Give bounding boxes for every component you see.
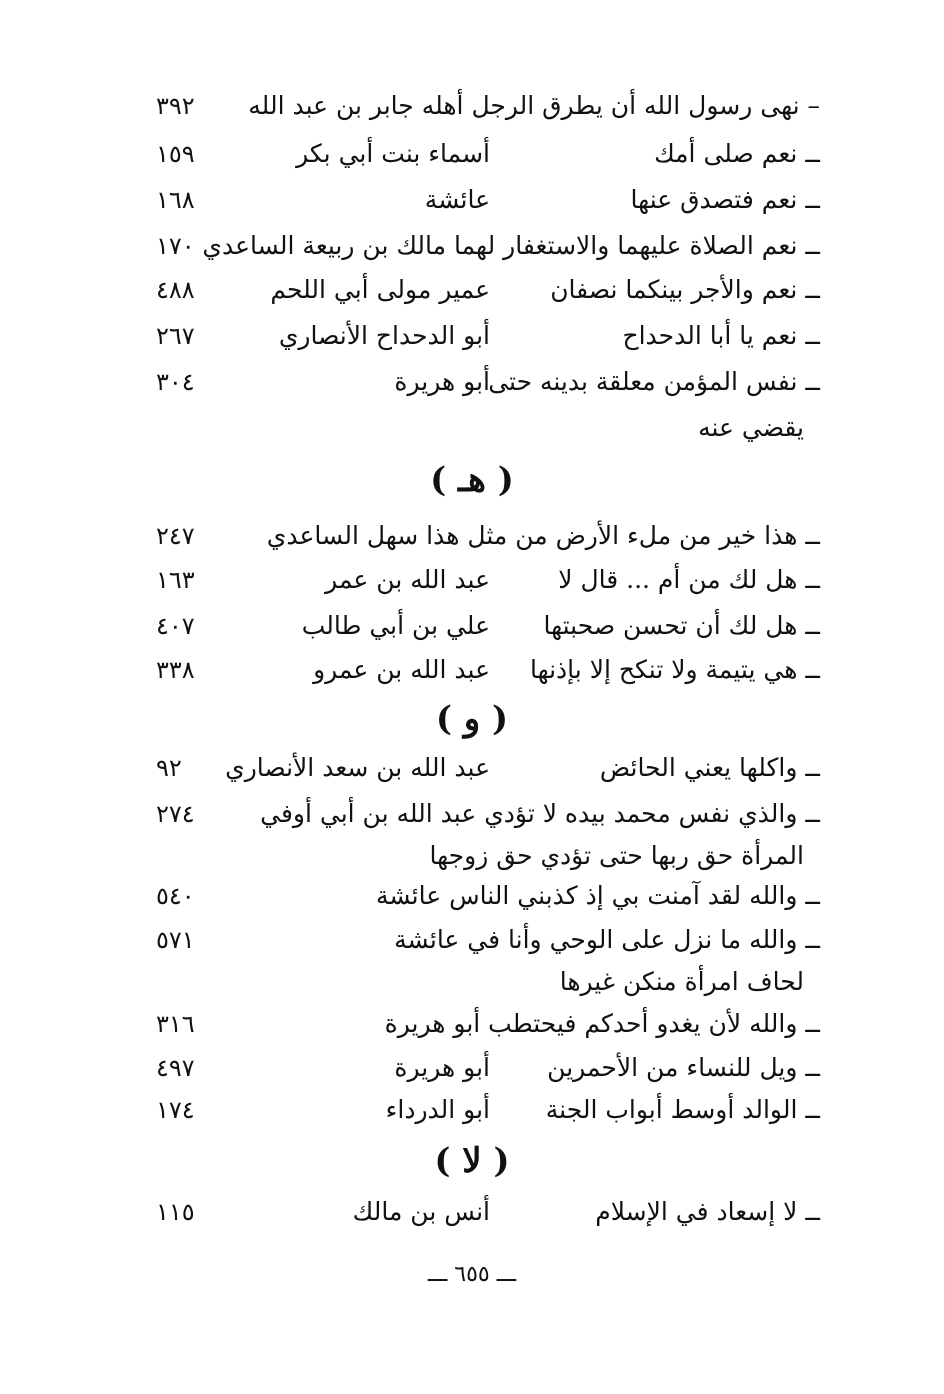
hadith-text: ــ والله لقد آمنت بي إذ كذبني الناس عائشة: [375, 881, 820, 910]
page-number: ٣١٦: [156, 1010, 195, 1038]
narrator: أبو الدرداء: [385, 1095, 490, 1124]
index-entry: [140, 314, 840, 358]
hadith-text: ــ ويل للنساء من الأحمرين: [547, 1053, 820, 1082]
index-entry: [140, 84, 840, 128]
index-entry: [140, 918, 840, 962]
index-entry: [140, 1088, 840, 1132]
hadith-text: ــ نعم فتصدق عنها: [630, 185, 820, 214]
narrator: عبد الله بن عمر: [325, 565, 490, 594]
index-entry: [140, 746, 840, 790]
hadith-text: ــ لا إسعاد في الإسلام: [595, 1197, 820, 1226]
index-entry: [140, 874, 840, 918]
hadith-text: ــ هل لك من أم ... قال لا: [558, 565, 820, 594]
index-entry: [140, 1002, 840, 1046]
hadith-continuation: يقضي عنه: [698, 413, 804, 442]
hadith-text: ــ واكلها يعني الحائض: [599, 753, 820, 782]
page-number: ١٦٣: [156, 566, 195, 594]
hadith-text: ــ نفس المؤمن معلقة بدينه حتى: [488, 367, 820, 396]
index-entry: [140, 268, 840, 312]
page-number: ٤٨٨: [156, 276, 195, 304]
hadith-text: ــ هذا خير من ملء الأرض من مثل هذا سهل الساعدي: [266, 521, 820, 550]
narrator: أبو هريرة: [394, 367, 490, 396]
index-entry: [140, 514, 840, 558]
hadith-text: ــ والذي نفس محمد بيده لا تؤدي عبد الله بن أبي أوفي: [260, 799, 820, 828]
page-number: ٥٧١: [156, 926, 195, 954]
hadith-text: – نهى رسول الله أن يطرق الرجل أهله جابر بن عبد الله: [248, 91, 820, 120]
hadith-continuation: لحاف امرأة منكن غيرها: [559, 967, 804, 996]
narrator: أبو الدحداح الأنصاري: [278, 321, 490, 350]
hadith-text: ــ نعم صلى أمك: [654, 139, 820, 168]
index-entry: [140, 132, 840, 176]
section-heading: ( هـ ): [430, 460, 514, 500]
index-entry: [140, 1046, 840, 1090]
index-entry: [140, 792, 840, 836]
index-entry: [140, 224, 840, 268]
index-entry: [140, 648, 840, 692]
page-number: ٢٤٧: [156, 522, 195, 550]
page-number: ١١٥: [156, 1198, 195, 1226]
page-number: ٣٣٨: [156, 656, 195, 684]
page-number: ٤٠٧: [156, 612, 195, 640]
index-entry: [140, 360, 840, 404]
narrator: أنس بن مالك: [352, 1197, 490, 1226]
narrator: عبد الله بن عمرو: [313, 655, 490, 684]
page-number: ٣٠٤: [156, 368, 195, 396]
hadith-text: ــ الوالد أوسط أبواب الجنة: [545, 1095, 820, 1124]
page-footer-number: ـــ ٦٥٥ ـــ: [427, 1262, 517, 1287]
page-number: ١٧٠: [156, 232, 195, 260]
page-number: ٢٦٧: [156, 322, 195, 350]
narrator: عائشة: [424, 185, 490, 214]
narrator: علي بن أبي طالب: [301, 611, 490, 640]
hadith-text: ــ هل لك أن تحسن صحبتها: [543, 611, 820, 640]
hadith-continuation: المرأة حق ربها حتى تؤدي حق زوجها: [429, 841, 804, 870]
hadith-text: ــ نعم يا أبا الدحداح: [622, 321, 820, 350]
narrator: أسماء بنت أبي بكر: [296, 139, 490, 168]
index-entry: [140, 1190, 840, 1234]
section-heading: ( لا ): [434, 1141, 510, 1181]
index-entry: [140, 178, 840, 222]
narrator: أبو هريرة: [394, 1053, 490, 1082]
hadith-text: ــ نعم الصلاة عليهما والاستغفار لهما مالك بن ربيعة الساعدي: [202, 231, 820, 260]
index-entry: [140, 604, 840, 648]
page-number: ٥٤٠: [156, 882, 195, 910]
hadith-text: ــ والله لأن يغدو أحدكم فيحتطب أبو هريرة: [384, 1009, 820, 1038]
narrator: عمير مولى أبي اللحم: [270, 275, 490, 304]
page-number: ١٥٩: [156, 140, 195, 168]
hadith-text: ــ نعم والأجر بينكما نصفان: [550, 275, 820, 304]
hadith-text: ــ والله ما نزل على الوحي وأنا في عائشة: [394, 925, 820, 954]
section-heading: ( و ): [435, 699, 509, 739]
index-entry: [140, 558, 840, 602]
page-number: ١٦٨: [156, 186, 195, 214]
page-number: ٤٩٧: [156, 1054, 195, 1082]
page-number: ١٧٤: [156, 1096, 195, 1124]
page-number: ٢٧٤: [156, 800, 195, 828]
narrator: عبد الله بن سعد الأنصاري: [225, 753, 490, 782]
page-number: ٩٢: [156, 754, 182, 782]
page-number: ٣٩٢: [156, 92, 195, 120]
hadith-text: ــ هي يتيمة ولا تنكح إلا بإذنها: [529, 655, 820, 684]
